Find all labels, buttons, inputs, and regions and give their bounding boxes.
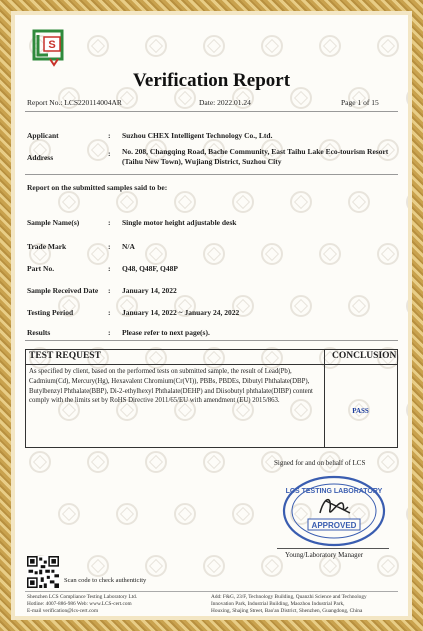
watermark-icon bbox=[290, 191, 312, 213]
field-value: Q48, Q48F, Q48P bbox=[122, 264, 178, 273]
watermark-icon bbox=[174, 191, 196, 213]
report-on-text: Report on the submitted samples said to be: bbox=[27, 183, 168, 192]
footer-left bbox=[27, 594, 137, 615]
watermark-icon bbox=[406, 295, 408, 317]
footer-left-line: E-mail verification@lcs-cert.com bbox=[27, 608, 99, 614]
watermark-icon bbox=[145, 35, 167, 57]
watermark-icon bbox=[174, 503, 196, 525]
certificate-page bbox=[15, 15, 408, 616]
watermark-icon bbox=[377, 451, 399, 473]
watermark-icon bbox=[87, 35, 109, 57]
colon: : bbox=[108, 242, 111, 251]
colon: : bbox=[108, 131, 111, 140]
watermark-icon bbox=[203, 35, 225, 57]
colon: : bbox=[108, 218, 111, 227]
footer-right-line: Innovation Park, Industrial Building, Maozhou Industrial Park, bbox=[211, 601, 345, 607]
watermark-icon bbox=[116, 503, 138, 525]
svg-text:APPROVED: APPROVED bbox=[311, 521, 357, 530]
conclusion-value: PASS bbox=[352, 407, 369, 415]
colon: : bbox=[108, 308, 111, 317]
field-value: Please refer to next page(s). bbox=[122, 328, 210, 337]
footer-left-line: Hotline: 4007-886-986 Web: www.LCS-cert.com bbox=[27, 601, 132, 607]
watermark-icon bbox=[406, 191, 408, 213]
footer-right-line: Add: F&G, 23/F, Technology Building, Quanzhi Science and Technology bbox=[211, 594, 367, 600]
report-number: Report No.: LCS220114004AR bbox=[27, 98, 122, 107]
page-number: Page 1 of 15 bbox=[341, 98, 379, 107]
watermark-icon bbox=[58, 191, 80, 213]
divider bbox=[25, 340, 398, 341]
watermark-icon bbox=[406, 399, 408, 421]
field-value: N/A bbox=[122, 242, 135, 251]
svg-text:LCS TESTING LABORATORY: LCS TESTING LABORATORY bbox=[285, 488, 383, 495]
watermark-icon bbox=[29, 451, 51, 473]
footer-right bbox=[211, 594, 367, 615]
watermark-icon bbox=[232, 191, 254, 213]
test-request-text: As specified by client, based on the performed tests on submitted sample, the result of Lead(Pb), Cadmium(Cd), Mercury(Hg), Hexavalent Chromium(Cr(VI)), PBBs, PBDEs, Dibutyl Phthalate(DBP), Butylbenzyl Phthalate(BBP), Di-2-ethylhexyl Phthalate(DEHP) and Diisobutyl phthalate(DIBP) content comply with the limits set by RoHS Directive 2011/65/EU with amendment (EU) 2015/863. bbox=[29, 368, 313, 405]
watermark-icon bbox=[87, 451, 109, 473]
report-date: Date: 2022.01.24 bbox=[199, 98, 251, 107]
address-value: No. 208, Changqing Road, Bache Community, East Taihu Lake Eco-tourism Resort (Taihu New Town), Wujiang District, Suzhou City bbox=[122, 147, 389, 166]
applicant-label: Applicant bbox=[27, 131, 59, 140]
svg-text:S: S bbox=[48, 39, 56, 51]
watermark-icon bbox=[377, 555, 399, 577]
table-column-divider bbox=[324, 350, 325, 447]
signed-on-behalf: Signed for and on behalf of LCS bbox=[274, 459, 366, 467]
colon: : bbox=[108, 286, 111, 295]
divider bbox=[25, 111, 398, 112]
qr-code-icon[interactable] bbox=[27, 556, 59, 588]
footer-left-line: Shenzhen LCS Compliance Testing Laboratory Ltd. bbox=[27, 594, 138, 600]
field-value: January 14, 2022 bbox=[122, 286, 177, 295]
watermark-icon bbox=[87, 555, 109, 577]
report-title: Verification Report bbox=[132, 70, 291, 91]
field-label: Part No. bbox=[27, 264, 55, 273]
address-label: Address bbox=[27, 153, 54, 162]
footer-divider bbox=[25, 591, 398, 592]
lcs-logo-icon bbox=[32, 27, 68, 67]
table-header-row bbox=[26, 350, 397, 365]
watermark-icon bbox=[319, 35, 341, 57]
colon: : bbox=[108, 264, 111, 273]
watermark-icon bbox=[261, 555, 283, 577]
watermark-icon bbox=[232, 503, 254, 525]
watermark-icon bbox=[261, 35, 283, 57]
watermark-icon bbox=[203, 555, 225, 577]
watermark-icon bbox=[58, 503, 80, 525]
watermark-icon bbox=[348, 191, 370, 213]
watermark-icon bbox=[87, 243, 109, 265]
field-label: Trade Mark bbox=[27, 242, 67, 251]
test-request-table bbox=[25, 349, 398, 448]
watermark-icon bbox=[116, 191, 138, 213]
watermark-icon bbox=[145, 555, 167, 577]
approved-stamp-icon bbox=[280, 473, 388, 551]
watermark-icon bbox=[145, 451, 167, 473]
field-label: Sample Received Date bbox=[27, 286, 99, 295]
signature-line bbox=[277, 548, 389, 549]
manager-title: Young/Laboratory Manager bbox=[285, 551, 364, 559]
watermark-icon bbox=[87, 139, 109, 161]
conclusion-header: CONCLUSION bbox=[332, 351, 397, 361]
field-value: January 14, 2022 ~ January 24, 2022 bbox=[122, 308, 240, 317]
applicant-value: Suzhou CHEX Intelligent Technology Co., Ltd. bbox=[122, 131, 273, 140]
footer-right-line: Houxing, Shajing Street, Bao'an District, Shenzhen, Guangdong, China bbox=[211, 608, 363, 614]
field-label: Testing Period bbox=[27, 308, 74, 317]
field-label: Sample Name(s) bbox=[27, 218, 80, 227]
watermark-icon bbox=[377, 35, 399, 57]
field-label: Results bbox=[27, 328, 51, 337]
watermark-icon bbox=[406, 503, 408, 525]
scan-instruction: Scan code to check authenticity bbox=[64, 577, 147, 584]
divider bbox=[25, 174, 398, 175]
colon: : bbox=[108, 328, 111, 337]
test-request-header: TEST REQUEST bbox=[29, 351, 101, 361]
watermark-icon bbox=[203, 451, 225, 473]
field-value: Single motor height adjustable desk bbox=[122, 218, 237, 227]
colon: : bbox=[108, 149, 111, 158]
